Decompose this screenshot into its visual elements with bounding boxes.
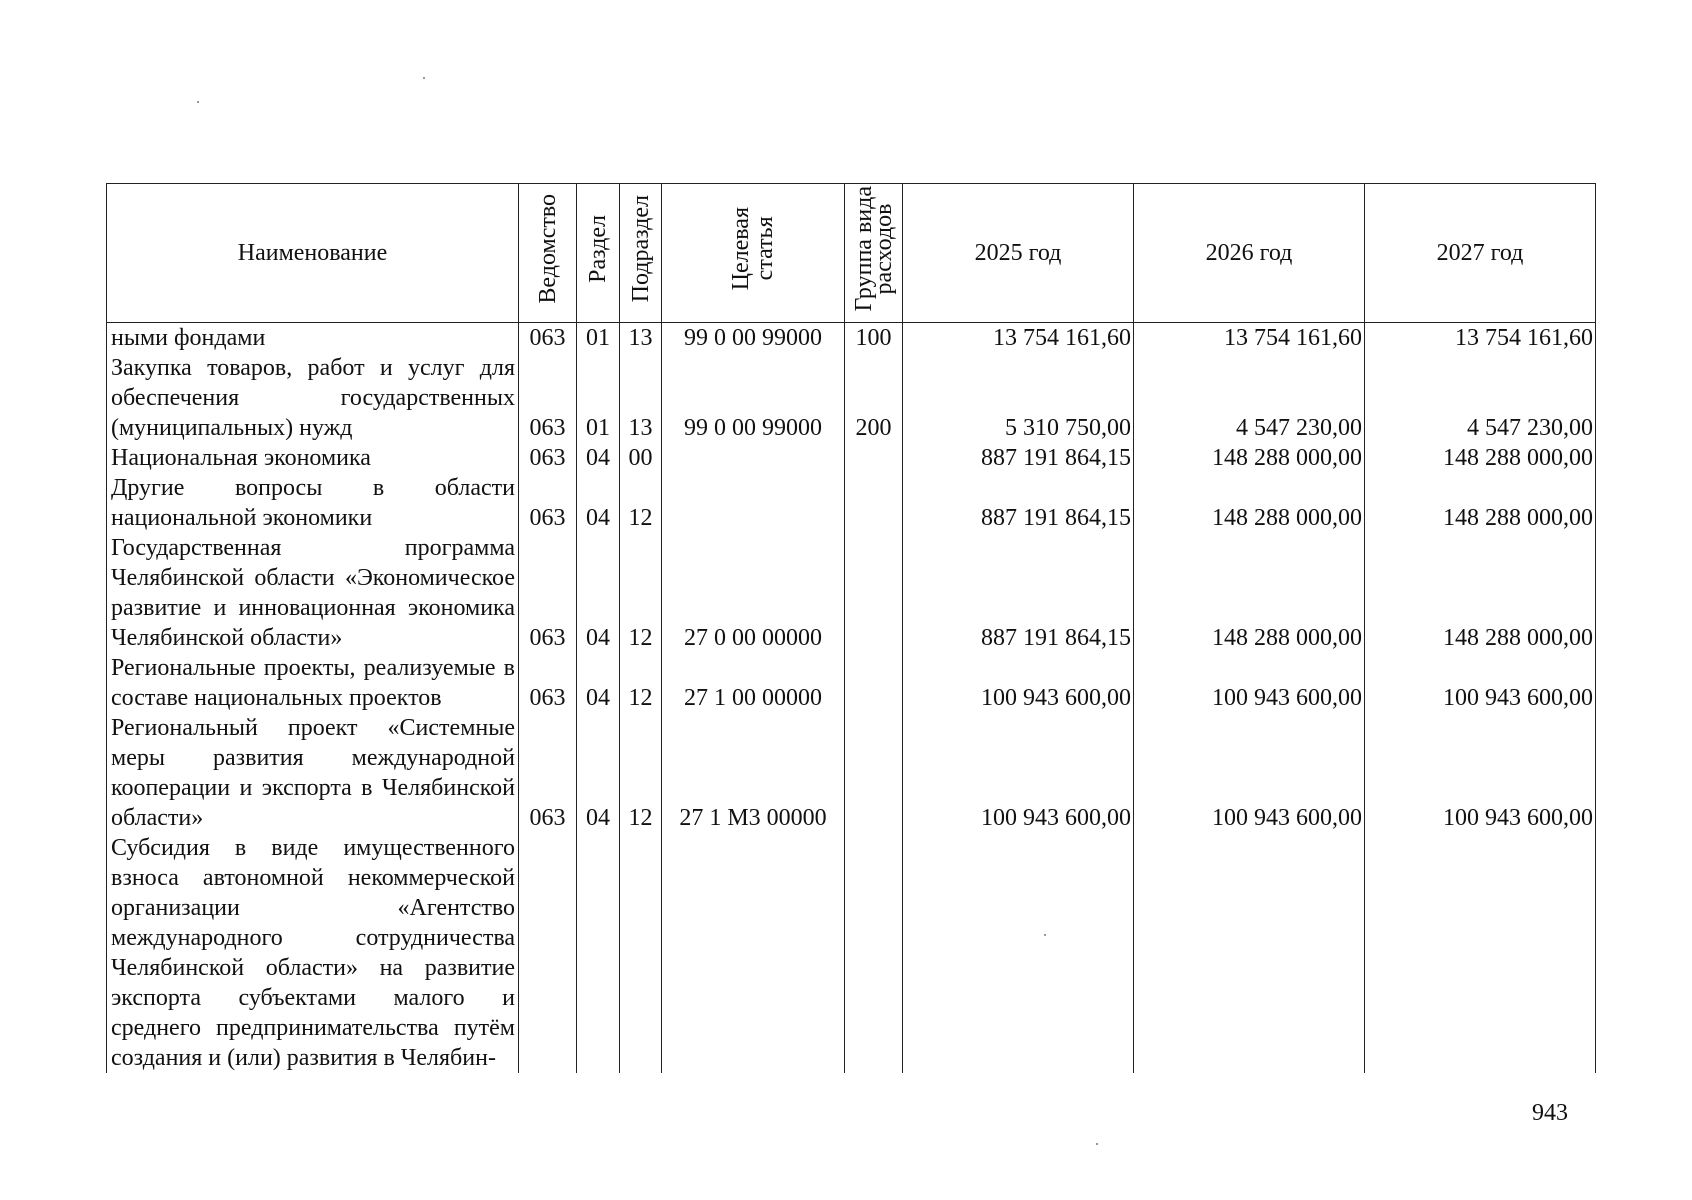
cell-target: 99 0 00 99000 <box>662 323 845 354</box>
cell-group <box>845 443 903 473</box>
cell-dept: 063 <box>519 533 577 653</box>
cell-section: 04 <box>577 473 620 533</box>
cell-group: 200 <box>845 353 903 443</box>
cell-group <box>845 653 903 713</box>
header-subsection: Подраздел <box>620 184 662 323</box>
cell-2025: 887 191 864,15 <box>903 443 1134 473</box>
cell-subsection: 00 <box>620 443 662 473</box>
cell-dept: 063 <box>519 323 577 354</box>
table-row <box>107 653 1596 713</box>
cell-dept: 063 <box>519 443 577 473</box>
cell-target: 27 0 00 00000 <box>662 533 845 653</box>
cell-2026: 148 288 000,00 <box>1134 443 1365 473</box>
header-name: Наименование <box>107 184 519 323</box>
table-row <box>107 443 1596 473</box>
cell-name: Другие вопросы в области национальной экономики <box>107 473 519 533</box>
cell-name: Национальная экономика <box>107 443 519 473</box>
cell-2025: 887 191 864,15 <box>903 533 1134 653</box>
cell-2025: 887 191 864,15 <box>903 473 1134 533</box>
header-2025: 2025 год <box>903 184 1134 323</box>
header-section: Раздел <box>577 184 620 323</box>
cell-subsection <box>620 833 662 1073</box>
cell-section: 04 <box>577 653 620 713</box>
header-2027: 2027 год <box>1365 184 1596 323</box>
scan-speck <box>1044 934 1046 936</box>
cell-2027: 148 288 000,00 <box>1365 473 1596 533</box>
cell-subsection: 12 <box>620 713 662 833</box>
table-row <box>107 323 1596 354</box>
cell-name: ными фондами <box>107 323 519 354</box>
cell-2025: 5 310 750,00 <box>903 353 1134 443</box>
cell-subsection: 13 <box>620 323 662 354</box>
cell-section: 04 <box>577 713 620 833</box>
header-expense-group: Группа вида расходов <box>845 184 903 323</box>
cell-target: 27 1 00 00000 <box>662 653 845 713</box>
cell-2027: 100 943 600,00 <box>1365 653 1596 713</box>
table-row <box>107 833 1596 1073</box>
cell-target: 27 1 М3 00000 <box>662 713 845 833</box>
cell-target: 99 0 00 99000 <box>662 353 845 443</box>
cell-2027 <box>1365 833 1596 1073</box>
cell-dept: 063 <box>519 353 577 443</box>
cell-name: Государственная программа Челябинской области «Экономическое развитие и инновационная экономика Челябинской области» <box>107 533 519 653</box>
header-target: Целевая статья <box>662 184 845 323</box>
table-row <box>107 353 1596 443</box>
table-row <box>107 473 1596 533</box>
cell-2026: 13 754 161,60 <box>1134 323 1365 354</box>
cell-2027: 13 754 161,60 <box>1365 323 1596 354</box>
cell-2026: 100 943 600,00 <box>1134 713 1365 833</box>
cell-name: Субсидия в виде имущественного взноса автономной некоммерческой организации «Агентство международного сотрудничества Челябинской области» на развитие экспорта субъектами малого и среднего предпринимательства путём создания и (или) развития в Челябин- <box>107 833 519 1073</box>
cell-section: 01 <box>577 323 620 354</box>
cell-dept: 063 <box>519 713 577 833</box>
page-number: 943 <box>1532 1100 1568 1126</box>
cell-group <box>845 713 903 833</box>
cell-dept: 063 <box>519 653 577 713</box>
cell-2026: 4 547 230,00 <box>1134 353 1365 443</box>
budget-table <box>106 183 1596 1073</box>
cell-subsection: 13 <box>620 353 662 443</box>
cell-target <box>662 473 845 533</box>
cell-2027: 148 288 000,00 <box>1365 443 1596 473</box>
cell-group <box>845 833 903 1073</box>
header-2026: 2026 год <box>1134 184 1365 323</box>
cell-2025: 13 754 161,60 <box>903 323 1134 354</box>
header-dept: Ведомство <box>519 184 577 323</box>
scan-speck <box>1096 1143 1098 1145</box>
cell-section <box>577 833 620 1073</box>
cell-dept <box>519 833 577 1073</box>
cell-target <box>662 443 845 473</box>
cell-name: Региональные проекты, реализуемые в составе национальных проектов <box>107 653 519 713</box>
cell-name: Закупка товаров, работ и услуг для обеспечения государственных (муниципальных) нужд <box>107 353 519 443</box>
cell-subsection: 12 <box>620 653 662 713</box>
cell-2027: 100 943 600,00 <box>1365 713 1596 833</box>
table-body <box>107 323 1596 1074</box>
cell-2025: 100 943 600,00 <box>903 653 1134 713</box>
cell-2026: 100 943 600,00 <box>1134 653 1365 713</box>
scan-speck <box>423 77 425 79</box>
cell-2027: 148 288 000,00 <box>1365 533 1596 653</box>
cell-subsection: 12 <box>620 533 662 653</box>
table-row <box>107 713 1596 833</box>
cell-subsection: 12 <box>620 473 662 533</box>
table-row <box>107 533 1596 653</box>
cell-2026: 148 288 000,00 <box>1134 533 1365 653</box>
cell-2026: 148 288 000,00 <box>1134 473 1365 533</box>
cell-2025 <box>903 833 1134 1073</box>
scan-speck <box>197 101 199 103</box>
cell-dept: 063 <box>519 473 577 533</box>
cell-group: 100 <box>845 323 903 354</box>
cell-group <box>845 533 903 653</box>
table-header-row <box>107 184 1596 323</box>
cell-2027: 4 547 230,00 <box>1365 353 1596 443</box>
cell-section: 04 <box>577 443 620 473</box>
cell-target <box>662 833 845 1073</box>
cell-2026 <box>1134 833 1365 1073</box>
cell-group <box>845 473 903 533</box>
cell-name: Региональный проект «Системные меры развития международной кооперации и экспорта в Челябинской области» <box>107 713 519 833</box>
cell-section: 01 <box>577 353 620 443</box>
cell-2025: 100 943 600,00 <box>903 713 1134 833</box>
cell-section: 04 <box>577 533 620 653</box>
